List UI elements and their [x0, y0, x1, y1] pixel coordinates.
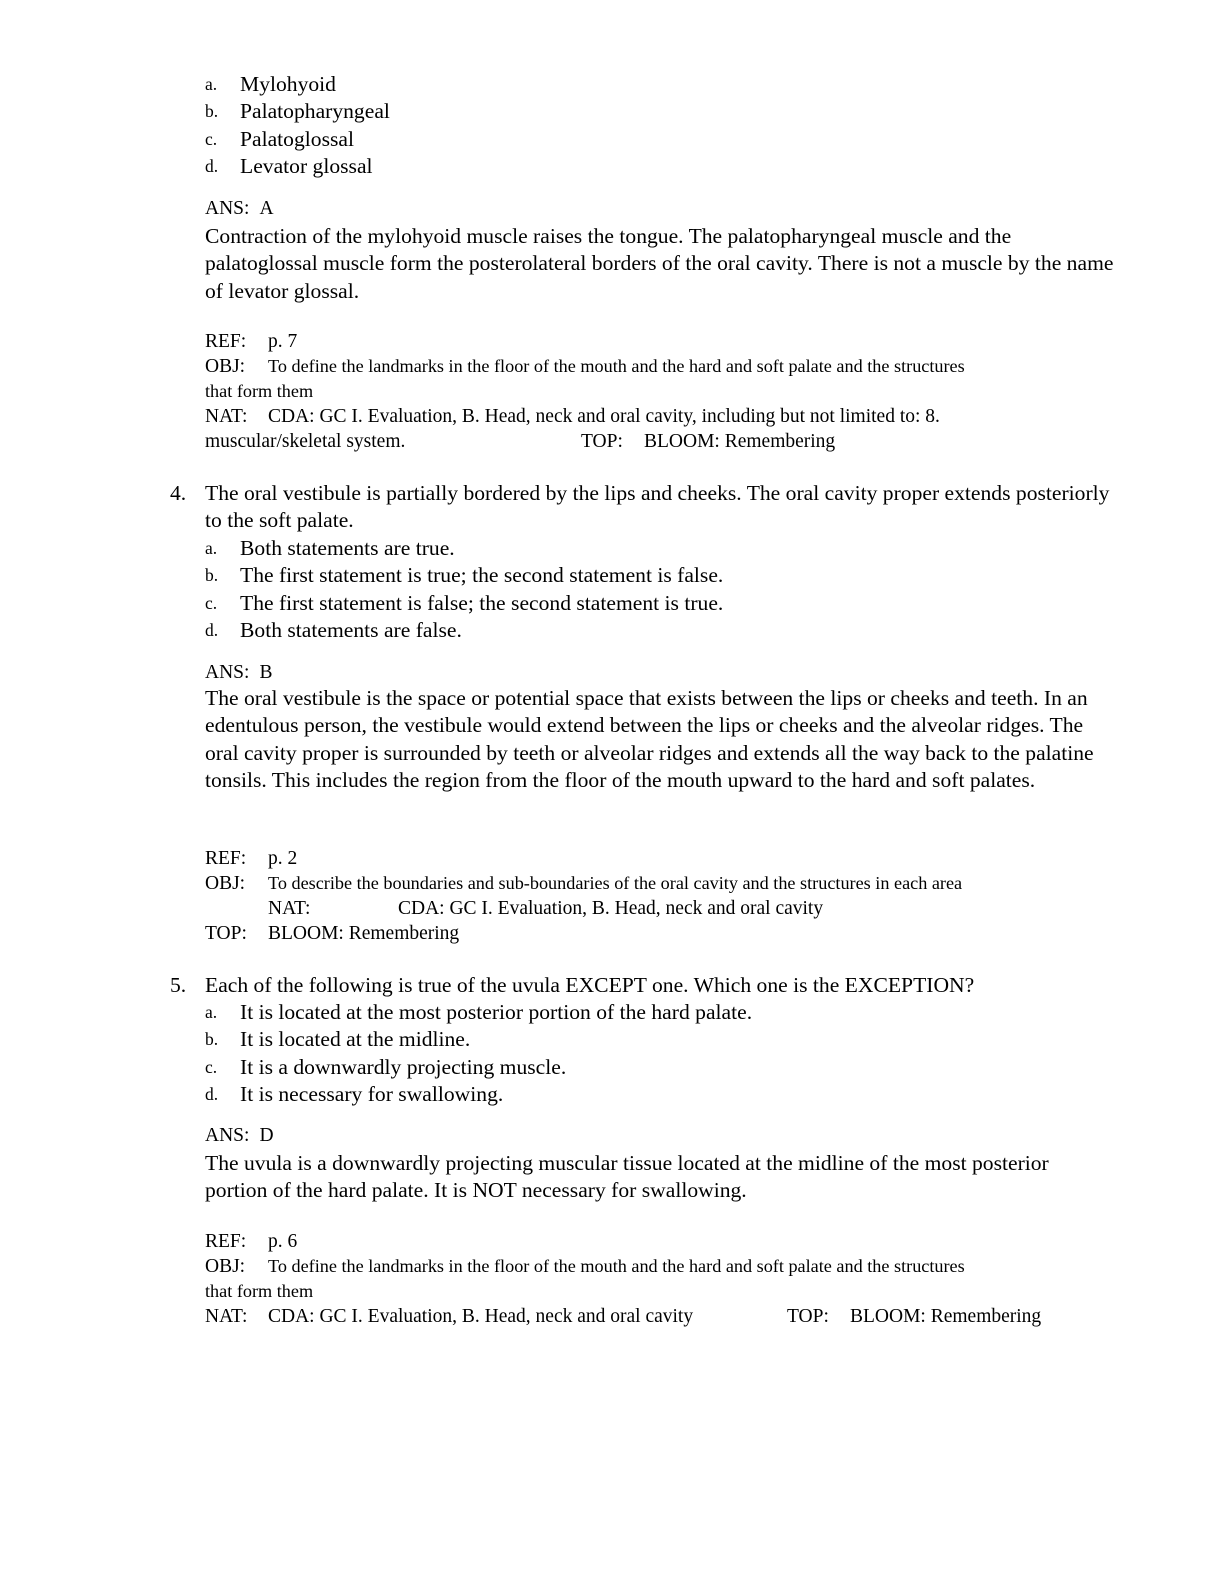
- option-d: [205, 1081, 1115, 1108]
- answer-label: ANS:: [205, 198, 250, 219]
- option-text: Both statements are true.: [240, 536, 455, 560]
- answer-value: D: [259, 1125, 274, 1146]
- question-5-options: [205, 999, 1115, 1109]
- option-d: [205, 617, 1115, 644]
- option-letter: d.: [205, 1084, 219, 1105]
- question-5-metadata: [205, 1229, 1115, 1329]
- top-label: TOP:: [205, 923, 247, 944]
- obj-text: To describe the boundaries and sub-boundaries of the oral cavity and the structures in each area: [268, 873, 963, 893]
- option-letter: b.: [205, 565, 219, 586]
- option-text: Mylohyoid: [240, 72, 336, 96]
- nat-label: NAT:: [268, 898, 311, 919]
- option-text: Levator glossal: [240, 154, 373, 179]
- obj-line: [205, 1254, 1115, 1279]
- option-d: [205, 153, 1115, 180]
- question-3-explanation: Contraction of the mylohyoid muscle raises the tongue. The palatopharyngeal muscle and the palatoglossal muscle form the posterolateral borders of the oral cavity. There is not a muscle by the name of levator glossal.: [205, 224, 1114, 303]
- obj-label: OBJ:: [205, 356, 246, 377]
- option-letter: a.: [205, 538, 218, 558]
- question-4-metadata: [205, 846, 1115, 946]
- option-letter: c.: [205, 592, 218, 613]
- ref-value: p. 7: [268, 331, 298, 352]
- option-text: It is located at the most posterior portion of the hard palate.: [240, 1000, 753, 1024]
- obj-label: OBJ:: [205, 873, 246, 894]
- ref-label: REF:: [205, 331, 247, 352]
- top-value: BLOOM: Remembering: [644, 431, 836, 452]
- ref-value: p. 6: [268, 1231, 298, 1252]
- option-letter: d.: [205, 156, 219, 177]
- question-3-answer: [205, 197, 1115, 221]
- question-5-explanation: The uvula is a downwardly projecting muscular tissue located at the midline of the most posterior portion of the hard palate. It is NOT necessary for swallowing.: [205, 1151, 1049, 1203]
- option-c: [205, 590, 1115, 617]
- option-letter: a.: [205, 74, 218, 94]
- option-letter: c.: [205, 1056, 218, 1077]
- question-4-answer: [205, 661, 1115, 685]
- option-text: It is a downwardly projecting muscle.: [240, 1054, 567, 1079]
- obj-line: [205, 871, 1115, 896]
- top-label: TOP:: [787, 1306, 829, 1327]
- obj-label: OBJ:: [205, 1256, 246, 1277]
- top-value: BLOOM: Remembering: [850, 1306, 1042, 1327]
- option-text: It is necessary for swallowing.: [240, 1082, 504, 1107]
- ref-label: REF:: [205, 1231, 247, 1252]
- option-text: The first statement is true; the second statement is false.: [240, 563, 724, 588]
- answer-value: B: [259, 662, 273, 683]
- nat-text: CDA: GC I. Evaluation, B. Head, neck and oral cavity: [268, 1306, 694, 1327]
- obj-text-continued: that form them: [205, 1281, 314, 1301]
- option-b: [205, 98, 1115, 125]
- nat-label: NAT:: [205, 406, 248, 427]
- answer-value: A: [259, 198, 274, 219]
- nat-text: CDA: GC I. Evaluation, B. Head, neck and oral cavity: [398, 898, 824, 919]
- answer-label: ANS:: [205, 662, 250, 683]
- ref-line: [205, 329, 1115, 354]
- ref-label: REF:: [205, 848, 247, 869]
- obj-text-continued: that form them: [205, 381, 314, 401]
- question-5-number: 5.: [170, 973, 187, 997]
- question-4-stem: The oral vestibule is partially bordered by the lips and cheeks. The oral cavity proper extends posteriorly to the soft palate.: [205, 481, 1110, 533]
- ref-line: [205, 1229, 1115, 1254]
- option-b: [205, 1026, 1115, 1053]
- top-label: TOP:: [581, 431, 623, 452]
- question-5-stem: Each of the following is true of the uvula EXCEPT one. Which one is the EXCEPTION?: [205, 973, 975, 997]
- nat-line: [205, 896, 1115, 921]
- question-4-explanation: The oral vestibule is the space or potential space that exists between the lips or cheeks and teeth. In an edentulous person, the vestibule would extend between the lips or cheeks and the alveolar ridges. The oral cavity proper is surrounded by teeth or alveolar ridges and extends all the way back to the palatine tonsils. This includes the region from the floor of the mouth upward to the hard and soft palates.: [205, 686, 1094, 793]
- option-a: [205, 71, 1115, 98]
- option-a: [205, 999, 1115, 1026]
- question-4-options: [205, 535, 1115, 645]
- nat-text-continued: muscular/skeletal system.: [205, 431, 406, 452]
- option-letter: d.: [205, 620, 219, 641]
- option-text: Palatoglossal: [240, 126, 354, 151]
- option-c: [205, 1054, 1115, 1081]
- option-text: Palatopharyngeal: [240, 99, 390, 124]
- nat-top-line: [205, 429, 1115, 454]
- option-c: [205, 126, 1115, 153]
- question-4-number: 4.: [170, 481, 187, 505]
- answer-label: ANS:: [205, 1125, 250, 1146]
- option-b: [205, 562, 1115, 589]
- nat-label: NAT:: [205, 1306, 248, 1327]
- top-line: [205, 921, 1115, 946]
- nat-top-line: [205, 1304, 1115, 1329]
- option-text: The first statement is false; the second statement is true.: [240, 590, 724, 615]
- nat-line: [205, 404, 1115, 429]
- option-letter: c.: [205, 128, 218, 149]
- option-letter: b.: [205, 1029, 219, 1050]
- obj-line: [205, 354, 1115, 379]
- top-value: BLOOM: Remembering: [268, 923, 460, 944]
- ref-line: [205, 846, 1115, 871]
- obj-text: To define the landmarks in the floor of the mouth and the hard and soft palate and the structures: [268, 1256, 965, 1276]
- option-text: Both statements are false.: [240, 618, 462, 643]
- nat-text: CDA: GC I. Evaluation, B. Head, neck and oral cavity, including but not limited to: 8.: [268, 406, 940, 427]
- option-text: It is located at the midline.: [240, 1027, 471, 1052]
- question-3-metadata: [205, 329, 1115, 454]
- option-letter: a.: [205, 1002, 218, 1022]
- option-a: [205, 535, 1115, 562]
- obj-text: To define the landmarks in the floor of the mouth and the hard and soft palate and the structures: [268, 356, 965, 376]
- question-3-options: [205, 71, 1115, 181]
- option-letter: b.: [205, 101, 219, 122]
- question-5-answer: [205, 1124, 1115, 1148]
- ref-value: p. 2: [268, 848, 298, 869]
